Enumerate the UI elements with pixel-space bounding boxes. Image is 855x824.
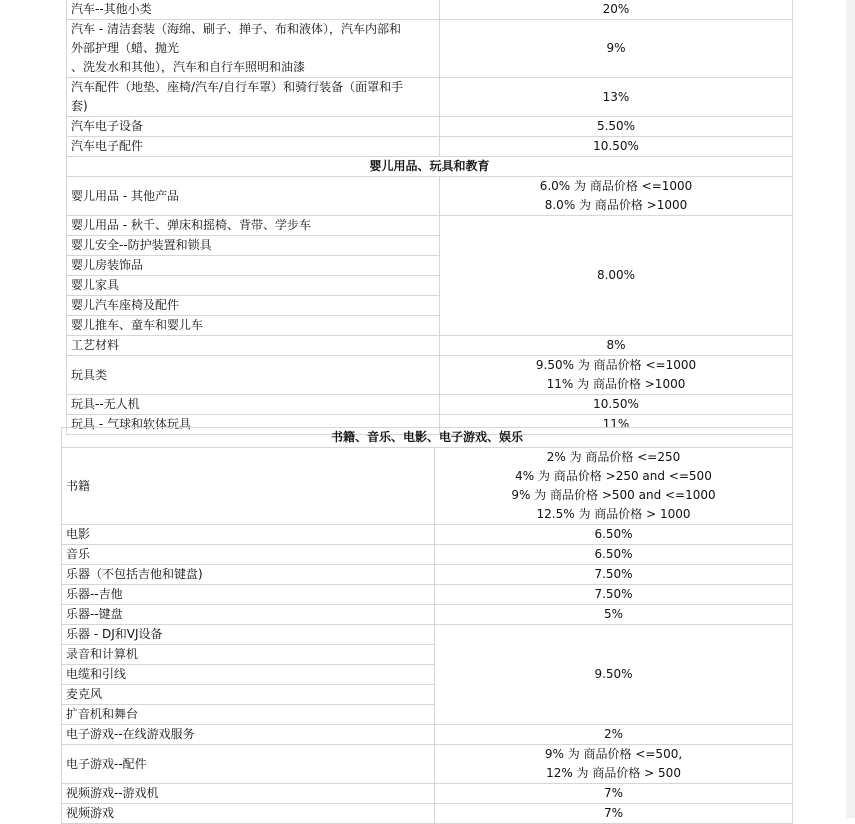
commission-rate: 10.50% (440, 395, 793, 415)
table-row (62, 605, 793, 625)
commission-rate: 2% (435, 725, 793, 745)
name-line: 汽车 - 清洁套装（海绵、刷子、掸子、布和液体），汽车内部和 (71, 22, 401, 36)
category-name: 婴儿汽车座椅及配件 (67, 296, 440, 316)
category-name: 视频游戏 (62, 804, 435, 824)
commission-rate (435, 448, 793, 525)
commission-rate: 5.50% (440, 117, 793, 137)
commission-table-media (61, 427, 793, 824)
category-name: 电子游戏--在线游戏服务 (62, 725, 435, 745)
commission-rate: 13% (440, 78, 793, 117)
table-row (67, 78, 793, 117)
category-name: 麦克风 (62, 685, 435, 705)
name-line: 外部护理（蜡、抛光 (71, 41, 180, 55)
category-name: 玩具--无人机 (67, 395, 440, 415)
table-row (62, 725, 793, 745)
category-name: 汽车--其他小类 (67, 0, 440, 20)
section-header-row (62, 428, 793, 448)
table-row (62, 565, 793, 585)
table-row (67, 395, 793, 415)
table-row (62, 448, 793, 525)
category-name (67, 78, 440, 117)
category-name: 乐器--吉他 (62, 585, 435, 605)
category-name: 玩具类 (67, 356, 440, 395)
table-row (67, 216, 793, 236)
table-row (67, 336, 793, 356)
rate-line: 9.50% 为 商品价格 <=1000 (535, 358, 697, 372)
rate-line: 11% 为 商品价格 >1000 (546, 377, 686, 391)
commission-rate: 10.50% (440, 137, 793, 157)
category-name: 乐器（不包括吉他和键盘) (62, 565, 435, 585)
category-name: 汽车电子配件 (67, 137, 440, 157)
table-row (62, 545, 793, 565)
category-name: 乐器--键盘 (62, 605, 435, 625)
category-name: 婴儿推车、童车和婴儿车 (67, 316, 440, 336)
commission-rate: 6.50% (435, 545, 793, 565)
table-row (67, 137, 793, 157)
name-line: 套) (71, 99, 88, 113)
commission-rate: 8% (440, 336, 793, 356)
section-header: 婴儿用品、玩具和教育 (67, 157, 793, 177)
rate-line: 12% 为 商品价格 > 500 (546, 766, 681, 780)
rate-line: 12.5% 为 商品价格 > 1000 (536, 507, 691, 521)
table-row (62, 784, 793, 804)
commission-rate (440, 356, 793, 395)
category-name (67, 20, 440, 78)
category-name: 婴儿用品 - 秋千、弹床和摇椅、背带、学步车 (67, 216, 440, 236)
commission-rate (440, 177, 793, 216)
category-name: 音乐 (62, 545, 435, 565)
commission-rate (435, 745, 793, 784)
table-row (67, 20, 793, 78)
rate-line: 4% 为 商品价格 >250 and <=500 (515, 469, 712, 483)
commission-rate: 5% (435, 605, 793, 625)
commission-table-auto-baby (66, 0, 793, 435)
table-row (67, 0, 793, 20)
commission-rate: 11% (440, 415, 793, 435)
rate-line: 6.0% 为 商品价格 <=1000 (539, 179, 693, 193)
rate-line: 9% 为 商品价格 >500 and <=1000 (511, 488, 716, 502)
table-row (62, 585, 793, 605)
name-line: 、洗发水和其他），汽车和自行车照明和油漆 (71, 60, 306, 74)
category-name: 书籍 (62, 448, 435, 525)
table-row (62, 525, 793, 545)
category-name: 婴儿家具 (67, 276, 440, 296)
rate-line: 8.0% 为 商品价格 >1000 (544, 198, 688, 212)
commission-rate: 7% (435, 784, 793, 804)
commission-rate: 8.00% (440, 216, 793, 336)
category-name: 工艺材料 (67, 336, 440, 356)
category-name: 婴儿安全--防护装置和锁具 (67, 236, 440, 256)
commission-rate: 9% (440, 20, 793, 78)
commission-rate: 6.50% (435, 525, 793, 545)
category-name: 乐器 - DJ和VJ设备 (62, 625, 435, 645)
section-header-row (67, 157, 793, 177)
category-name: 录音和计算机 (62, 645, 435, 665)
rate-line: 2% 为 商品价格 <=250 (546, 450, 681, 464)
category-name: 玩具 - 气球和软体玩具 (67, 415, 440, 435)
table-row (67, 117, 793, 137)
commission-rate: 7.50% (435, 565, 793, 585)
table-row (62, 745, 793, 784)
rate-line: 9% 为 商品价格 <=500, (544, 747, 683, 761)
vertical-scrollbar[interactable] (846, 0, 855, 818)
table-row (62, 625, 793, 645)
table-row (67, 356, 793, 395)
category-name: 婴儿房装饰品 (67, 256, 440, 276)
commission-rate: 7.50% (435, 585, 793, 605)
commission-rate: 20% (440, 0, 793, 20)
table-row (67, 177, 793, 216)
category-name: 电子游戏--配件 (62, 745, 435, 784)
table-row (62, 804, 793, 824)
commission-rate: 7% (435, 804, 793, 824)
category-name: 视频游戏--游戏机 (62, 784, 435, 804)
category-name: 扩音机和舞台 (62, 705, 435, 725)
category-name: 电影 (62, 525, 435, 545)
name-line: 汽车配件（地垫、座椅/汽车/自行车罩）和骑行装备（面罩和手 (71, 80, 404, 94)
category-name: 汽车电子设备 (67, 117, 440, 137)
category-name: 电缆和引线 (62, 665, 435, 685)
category-name: 婴儿用品 - 其他产品 (67, 177, 440, 216)
section-header: 书籍、音乐、电影、电子游戏、娱乐 (62, 428, 793, 448)
commission-rate: 9.50% (435, 625, 793, 725)
